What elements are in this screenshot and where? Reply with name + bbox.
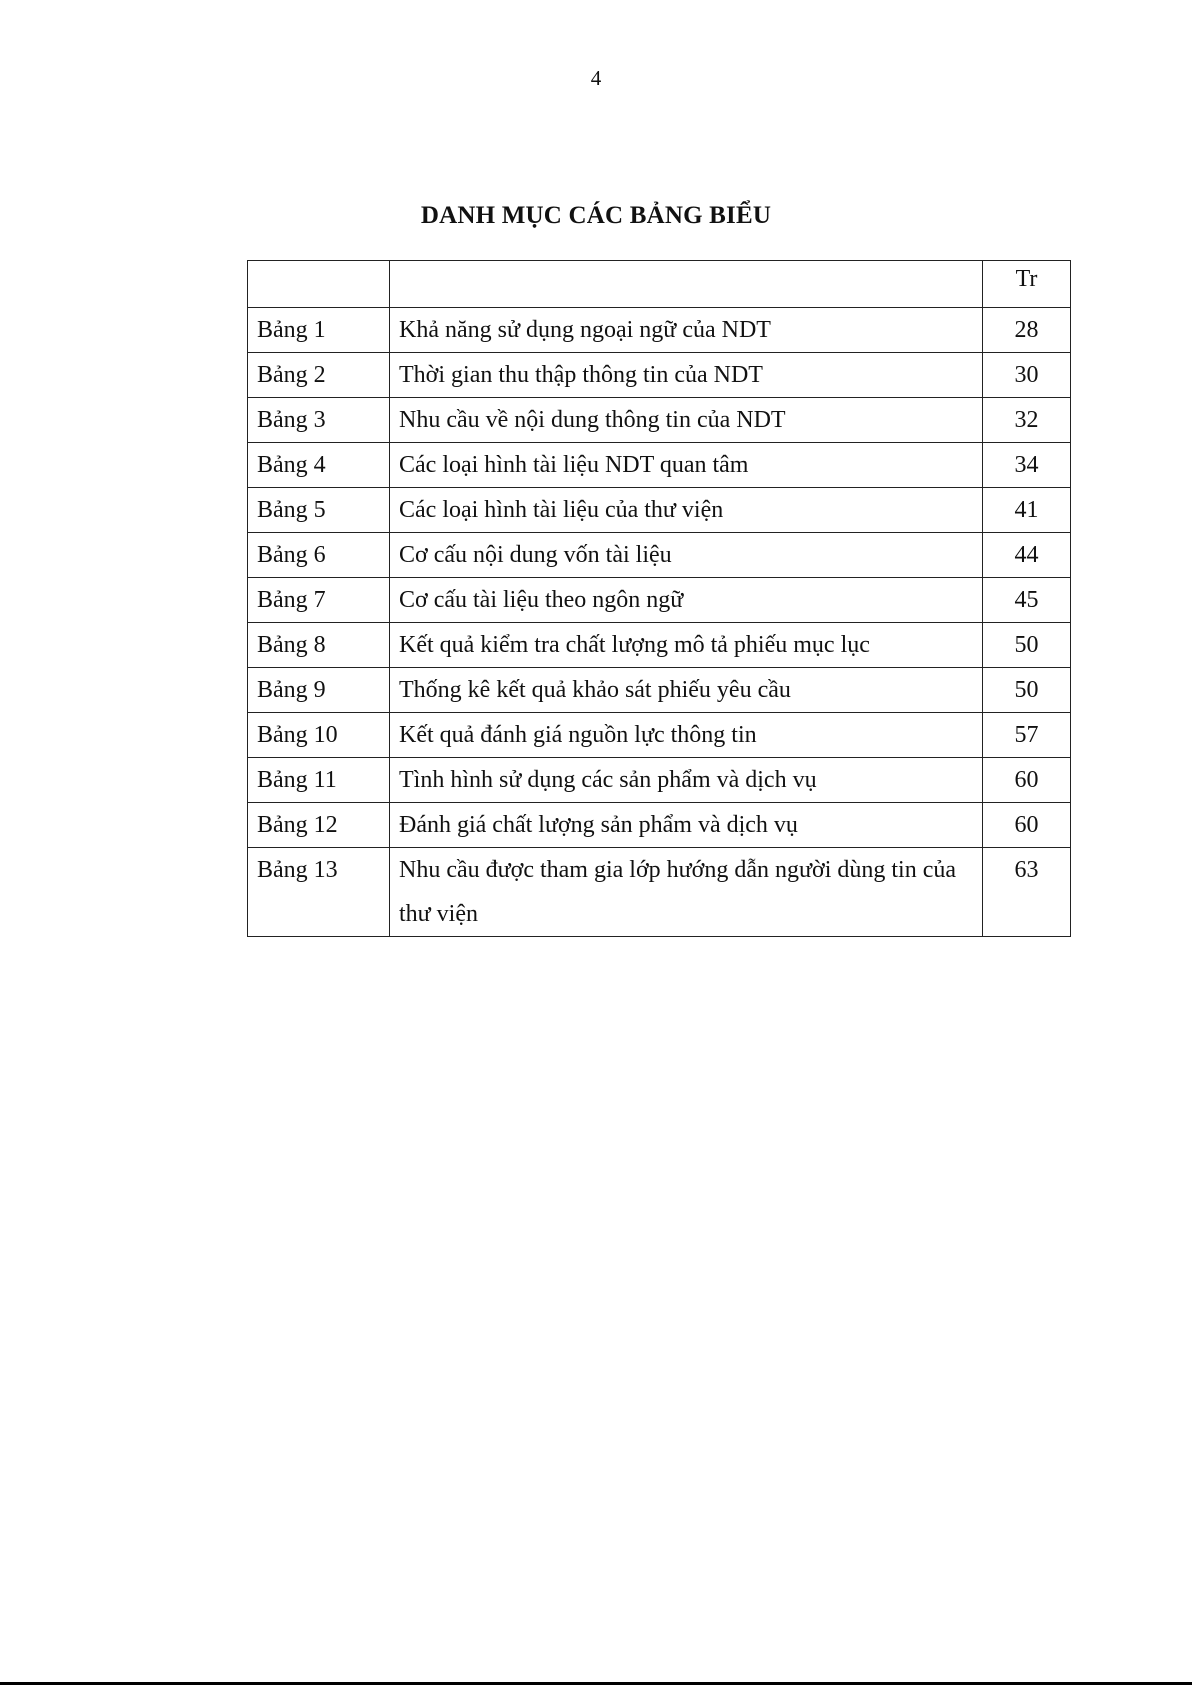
table-caption: Kết quả đánh giá nguồn lực thông tin [390,713,983,758]
table-page: 57 [983,713,1071,758]
table-caption: Nhu cầu về nội dung thông tin của NDT [390,398,983,443]
table-page: 60 [983,758,1071,803]
table-row [248,758,1071,803]
table-caption: Các loại hình tài liệu của thư viện [390,488,983,533]
table-page: 60 [983,803,1071,848]
table-caption: Thống kê kết quả khảo sát phiếu yêu cầu [390,668,983,713]
table-row [248,353,1071,398]
page-number: 4 [590,66,602,90]
table-row [248,398,1071,443]
table-label: Bảng 4 [248,443,390,488]
table-page: 44 [983,533,1071,578]
table-page: 34 [983,443,1071,488]
table-caption: Cơ cấu tài liệu theo ngôn ngữ [390,578,983,623]
table-label: Bảng 1 [248,308,390,353]
table-row [248,488,1071,533]
header-page-label: Tr [983,261,1071,308]
table-caption: Kết quả kiểm tra chất lượng mô tả phiếu mục lục [390,623,983,668]
table-row [248,668,1071,713]
table-page: 41 [983,488,1071,533]
table-label: Bảng 10 [248,713,390,758]
table-caption: Nhu cầu được tham gia lớp hướng dẫn người dùng tin của thư viện [390,848,983,937]
table-caption: Các loại hình tài liệu NDT quan tâm [390,443,983,488]
table-page: 50 [983,668,1071,713]
table-label: Bảng 5 [248,488,390,533]
table-label: Bảng 2 [248,353,390,398]
table-caption: Thời gian thu thập thông tin của NDT [390,353,983,398]
page-title: DANH MỤC CÁC BẢNG BIỂU [420,202,772,229]
table-caption: Đánh giá chất lượng sản phẩm và dịch vụ [390,803,983,848]
table-caption: Khả năng sử dụng ngoại ngữ của NDT [390,308,983,353]
table-caption: Cơ cấu nội dung vốn tài liệu [390,533,983,578]
table-row [248,803,1071,848]
list-of-tables [247,260,1071,937]
table-row [248,533,1071,578]
table-page: 50 [983,623,1071,668]
table-page: 28 [983,308,1071,353]
header-empty-cell [390,261,983,308]
table-label: Bảng 13 [248,848,390,937]
table-label: Bảng 3 [248,398,390,443]
table-row [248,848,1071,937]
table-header-row [248,261,1071,308]
table-page: 63 [983,848,1071,937]
header-empty-cell [248,261,390,308]
table-page: 32 [983,398,1071,443]
table-label: Bảng 8 [248,623,390,668]
table-label: Bảng 6 [248,533,390,578]
table-label: Bảng 9 [248,668,390,713]
table-caption: Tình hình sử dụng các sản phẩm và dịch vụ [390,758,983,803]
table-row [248,623,1071,668]
table-row [248,578,1071,623]
table-label: Bảng 12 [248,803,390,848]
table-page: 30 [983,353,1071,398]
table-label: Bảng 11 [248,758,390,803]
table-row [248,713,1071,758]
table-page: 45 [983,578,1071,623]
table-label: Bảng 7 [248,578,390,623]
table-row [248,443,1071,488]
table-row [248,308,1071,353]
